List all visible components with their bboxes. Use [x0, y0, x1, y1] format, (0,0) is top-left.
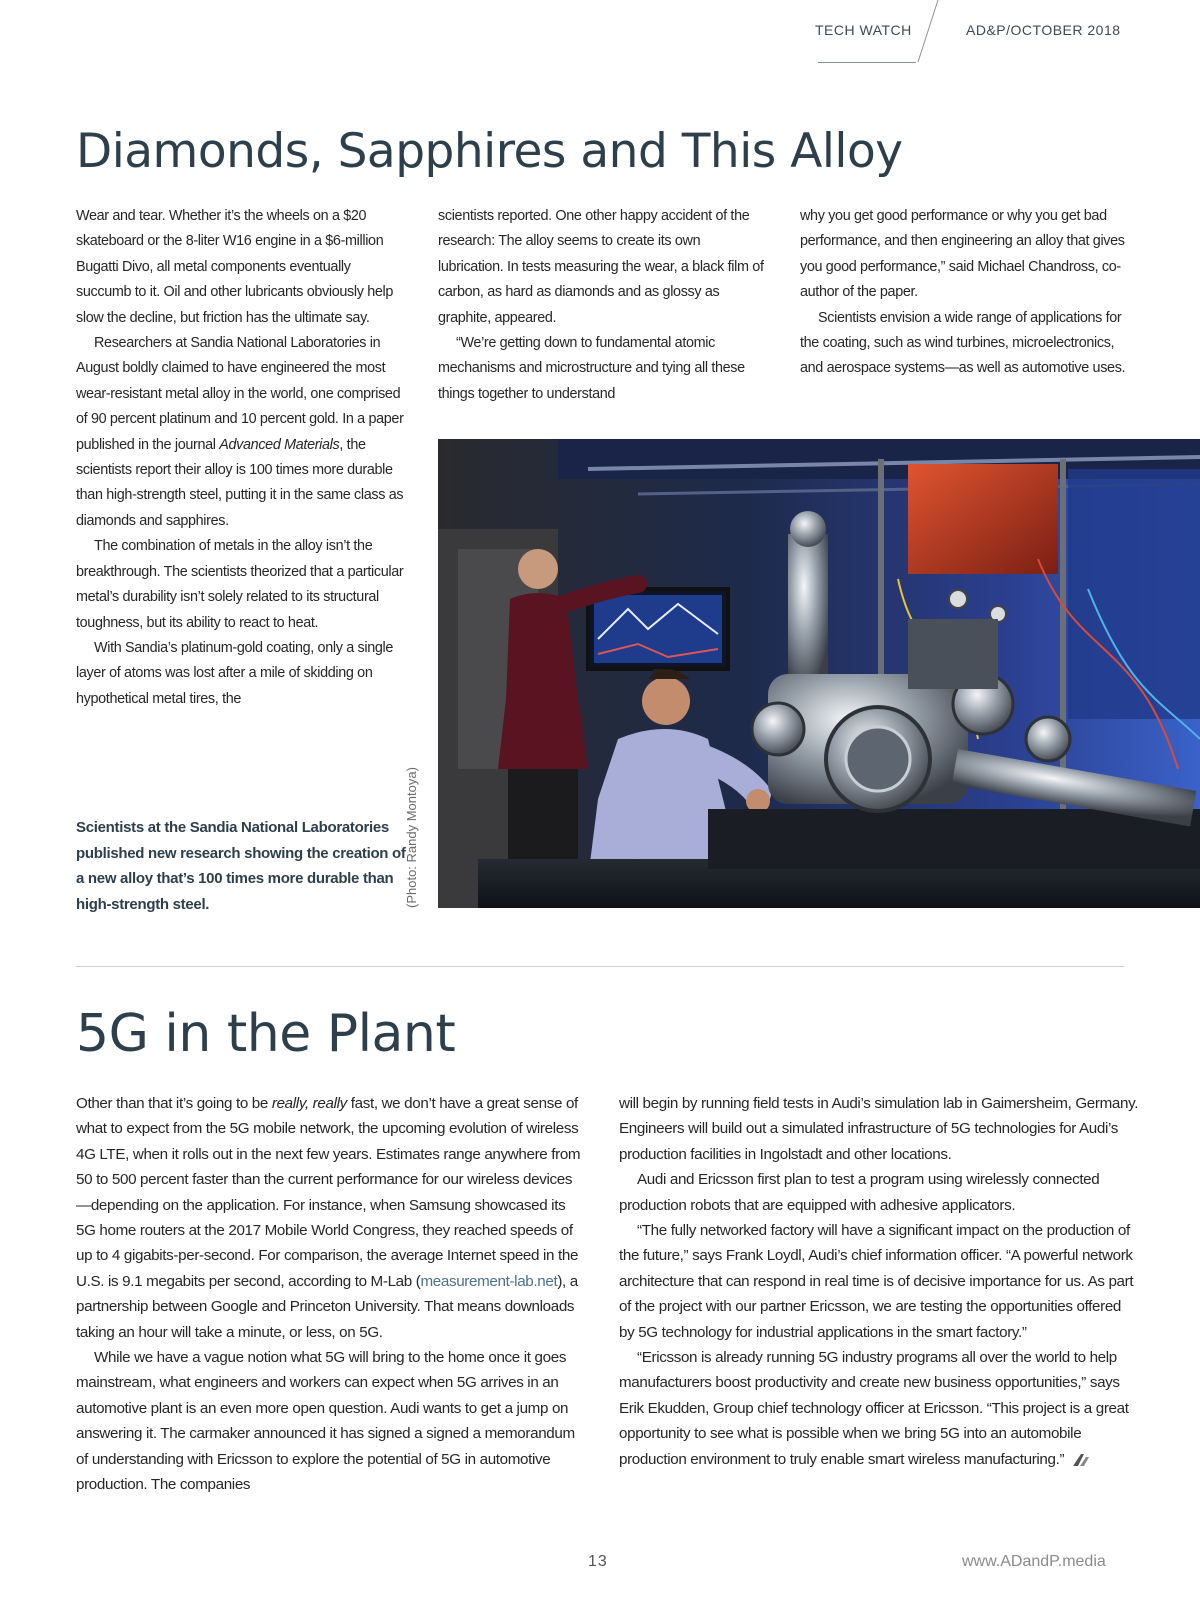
lab-photo [438, 439, 1200, 908]
article1-column-2 [438, 204, 768, 407]
section-label: TECH WATCH [815, 22, 912, 38]
paragraph: While we have a vague notion what 5G will bring to the home once it goes mainstream, what engineers and workers can expect when 5G arrives in an automotive plant is an even more open question. Audi wants to get a jump on answering it. The carmaker announced it has signed a signed a memorandum of understanding with Ericsson to explore the potential of 5G in automotive production. The companies [76, 1349, 575, 1494]
article2-column-2 [619, 1091, 1139, 1472]
paragraph: “The fully networked factory will have a significant impact on the production of the future,” says Frank Loydl, Audi’s chief information officer. “A powerful network architecture that can respond in real time is of decisive importance for us. As part of the project with our partner Ericsson, we are testing the opportunities offered by 5G technology for industrial applications in the smart factory.” [619, 1222, 1134, 1341]
paragraph: scientists reported. One other happy accident of the research: The alloy seems to create its own lubrication. In tests measuring the wear, a black film of carbon, as hard as diamonds and as glossy as graphite, appeared. [438, 208, 764, 326]
measurement-lab-link[interactable]: measurement-lab.net [420, 1272, 558, 1290]
article1-column-1 [76, 204, 406, 712]
photo-credit: (Photo: Randy Montoya) [404, 767, 419, 908]
end-of-article-icon [1072, 1453, 1090, 1467]
lab-photo-illustration [438, 439, 1200, 908]
issue-label: AD&P/OCTOBER 2018 [966, 22, 1121, 38]
emphasis: really, really [271, 1095, 347, 1112]
paragraph: why you get good performance or why you get bad performance, and then engineering an alloy that gives you good performance,” said Michael Chandross, co-author of the paper. [800, 208, 1125, 301]
journal-name: Advanced Materials [219, 436, 340, 453]
paragraph: Scientists envision a wide range of applications for the coating, such as wind turbines, microelectronics, and aerospace systems—as well as automotive uses. [800, 309, 1126, 377]
paragraph: With Sandia’s platinum-gold coating, only a single layer of atoms was lost after a mile of skidding on hypothetical metal tires, the [76, 639, 394, 707]
article-divider [76, 966, 1124, 967]
article2-column-1 [76, 1091, 586, 1498]
photo-caption: Scientists at the Sandia National Laboratories published new research showing the creation of a new alloy that’s 100 times more durable than high-strength steel. [76, 819, 406, 913]
paragraph: Other than that it’s going to be really, really fast, we don’t have a great sense of what to expect from the 5G mobile network, the upcoming evolution of wireless 4G LTE, when it rolls out in the next few years. Estimates range anywhere from 50 to 500 percent faster than the current performance for our wireless devices—depending on the application. For instance, when Samsung showcased its 5G home routers at the 2017 Mobile World Congress, they reached speeds of up to 4 gigabits-per-second. For comparison, the average Internet speed in the U.S. is 9.1 megabits per second, according to M-Lab (measurement-lab.net), a partnership between Google and Princeton University. That means downloads taking an hour will take a minute, or less, on 5G. [76, 1095, 581, 1341]
paragraph: “Ericsson is already running 5G industry programs all over the world to help manufacturers boost productivity and create new business opportunities,” says Erik Ekudden, Group chief technology officer at Ericsson. “This project is a great opportunity to see what is possible when we bring 5G into an automobile production environment to truly enable smart wireless manufacturing.” [619, 1349, 1129, 1468]
article1-column-3 [800, 204, 1140, 382]
paragraph: “We’re getting down to fundamental atomic mechanisms and microstructure and tying all these things together to understand [438, 335, 745, 402]
paragraph: Researchers at Sandia National Laboratories in August boldly claimed to have engineered the most wear-resistant metal alloy in the world, one comprised of 90 percent platinum and 10 percent gold. In a paper published in the journal Advanced Materials, the scientists report their alloy is 100 times more durable than high-strength steel, putting it in the same class as diamonds and sapphires. [76, 335, 404, 529]
header-rule [818, 62, 916, 63]
article-title-alloy: Diamonds, Sapphires and This Alloy [76, 124, 903, 179]
paragraph: Audi and Ericsson first plan to test a program using wirelessly connected production robots that are equipped with adhesive applicators. [619, 1171, 1100, 1214]
paragraph: Wear and tear. Whether it’s the wheels on a $20 skateboard or the 8-liter W16 engine in a $6-million Bugatti Divo, all metal components eventually succumb to it. Oil and other lubricants obviously help slow the decline, but friction has the ultimate say. [76, 208, 394, 326]
article-title-5g: 5G in the Plant [76, 1004, 456, 1064]
paragraph: will begin by running field tests in Audi’s simulation lab in Gaimersheim, Germany. Engineers will build out a simulated infrastructure of 5G technologies for Audi’s production facilities in Ingolstadt and other locations. [619, 1095, 1139, 1163]
running-header [0, 0, 1200, 64]
footer-url[interactable]: www.ADandP.media [962, 1553, 1106, 1570]
page-number: 13 [588, 1553, 608, 1570]
header-slash-divider [900, 0, 960, 64]
paragraph: The combination of metals in the alloy isn’t the breakthrough. The scientists theorized that a particular metal’s durability isn’t solely related to its structural toughness, but its ability to react to heat. [76, 538, 404, 631]
